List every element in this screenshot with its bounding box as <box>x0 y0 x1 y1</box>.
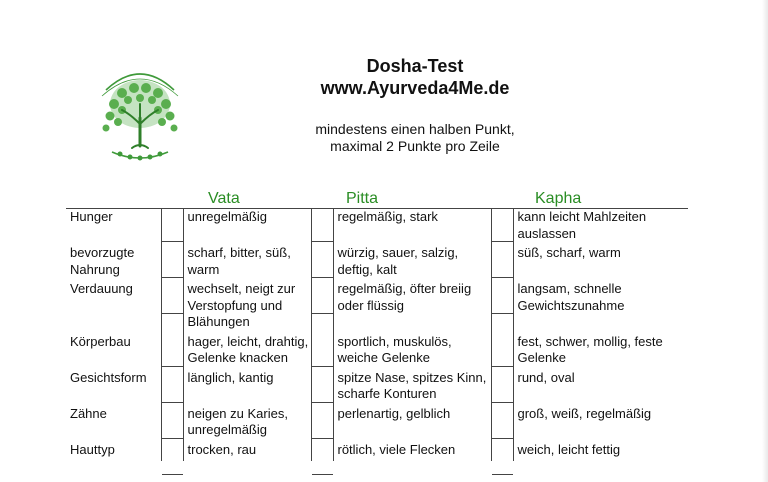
vata-cell: hager, leicht, drahtig, Gelenke knacken <box>187 333 309 365</box>
row-label: Verdauung <box>70 281 133 296</box>
vata-cell: scharf, bitter, süß, warm <box>187 245 291 277</box>
score-box-pitta[interactable] <box>311 209 333 246</box>
score-box-divider <box>162 438 183 439</box>
kapha-cell: kann leicht Mahlzeiten auslassen <box>513 209 688 246</box>
score-box-divider <box>492 402 513 403</box>
page-title: Dosha-Test <box>366 56 464 76</box>
score-box-pitta[interactable] <box>311 442 333 462</box>
pitta-cell: würzig, sauer, salzig, deftig, kalt <box>337 245 459 277</box>
pitta-cell: perlenartig, gelblich <box>337 405 451 421</box>
column-header-kapha: Kapha <box>535 190 582 207</box>
kapha-cell: fest, schwer, mollig, feste Gelenke <box>517 333 663 365</box>
header-block <box>270 55 560 155</box>
table-row <box>66 334 688 370</box>
instruction-line-1: mindestens einen halben Punkt, <box>315 121 515 137</box>
score-box-divider <box>492 277 513 278</box>
score-box-kapha[interactable] <box>491 406 513 442</box>
table-row <box>66 442 688 462</box>
row-label: Zähne <box>70 405 107 421</box>
score-box-divider <box>492 438 513 439</box>
score-box-vata[interactable] <box>161 209 183 246</box>
column-header-pitta: Pitta <box>346 190 379 207</box>
score-box-vata[interactable] <box>161 442 183 462</box>
score-box-vata[interactable] <box>161 406 183 442</box>
row-label: Hauttyp <box>70 441 115 457</box>
column-header-vata: Vata <box>208 190 240 207</box>
kapha-cell: langsam, schnelle Gewichtszunahme <box>517 281 625 313</box>
score-box-divider <box>162 277 183 278</box>
vata-cell: wechselt, neigt zur Verstopfung und Blähungen <box>187 281 296 329</box>
score-box-divider <box>312 402 333 403</box>
kapha-cell: rund, oval <box>517 369 575 385</box>
score-box-kapha[interactable] <box>491 370 513 406</box>
vata-cell: unregelmäßig <box>183 209 311 246</box>
table-row <box>66 406 688 442</box>
score-box-divider <box>492 313 513 314</box>
score-box-divider <box>312 474 333 475</box>
row-label: Körperbau <box>70 333 131 349</box>
vata-cell: länglich, kantig <box>187 369 274 385</box>
score-box-divider <box>162 402 183 403</box>
table-row <box>66 245 688 281</box>
score-box-pitta[interactable] <box>311 370 333 406</box>
pitta-cell: rötlich, viele Flecken <box>337 441 456 457</box>
score-box-divider <box>162 474 183 475</box>
score-box-divider <box>312 438 333 439</box>
score-box-divider <box>312 241 333 242</box>
vata-cell: neigen zu Karies, unregelmäßig <box>187 405 288 437</box>
score-box-divider <box>312 313 333 314</box>
tree-logo-icon <box>92 60 188 164</box>
pitta-cell: sportlich, muskulös, weiche Gelenke <box>337 333 452 365</box>
row-label: Gesichtsform <box>70 369 147 385</box>
score-box-pitta[interactable] <box>311 334 333 370</box>
kapha-cell: groß, weiß, regelmäßig <box>517 405 652 421</box>
score-box-vata[interactable] <box>161 334 183 370</box>
row-label: bevorzugte Nahrung <box>70 245 135 277</box>
page-edge-shadow <box>762 0 768 482</box>
table-row <box>66 209 688 246</box>
score-box-pitta[interactable] <box>311 281 333 334</box>
kapha-cell: süß, scharf, warm <box>517 245 621 260</box>
score-box-vata[interactable] <box>161 370 183 406</box>
table-row <box>66 281 688 334</box>
score-box-divider <box>162 313 183 314</box>
pitta-cell: regelmäßig, stark <box>333 209 491 246</box>
score-box-divider <box>492 366 513 367</box>
score-box-pitta[interactable] <box>311 245 333 281</box>
score-box-divider <box>312 277 333 278</box>
score-box-divider <box>162 241 183 242</box>
score-box-kapha[interactable] <box>491 209 513 246</box>
score-box-divider <box>312 366 333 367</box>
kapha-cell: weich, leicht fettig <box>517 441 621 457</box>
pitta-cell: regelmäßig, öfter breiig oder flüssig <box>337 281 472 313</box>
dosha-table <box>66 208 688 461</box>
table-row <box>66 370 688 406</box>
score-box-divider <box>162 366 183 367</box>
pitta-cell: spitze Nase, spitzes Kinn, scharfe Konturen <box>337 369 487 401</box>
score-box-divider <box>492 241 513 242</box>
score-box-vata[interactable] <box>161 245 183 281</box>
score-box-kapha[interactable] <box>491 334 513 370</box>
score-box-pitta[interactable] <box>311 406 333 442</box>
score-box-kapha[interactable] <box>491 281 513 334</box>
vata-cell: trocken, rau <box>187 441 257 457</box>
score-box-divider <box>492 474 513 475</box>
score-box-vata[interactable] <box>161 281 183 334</box>
row-label: Hunger <box>66 209 161 246</box>
website-url: www.Ayurveda4Me.de <box>320 78 510 98</box>
instruction-line-2: maximal 2 Punkte pro Zeile <box>330 138 500 154</box>
score-box-kapha[interactable] <box>491 245 513 281</box>
score-box-kapha[interactable] <box>491 442 513 462</box>
